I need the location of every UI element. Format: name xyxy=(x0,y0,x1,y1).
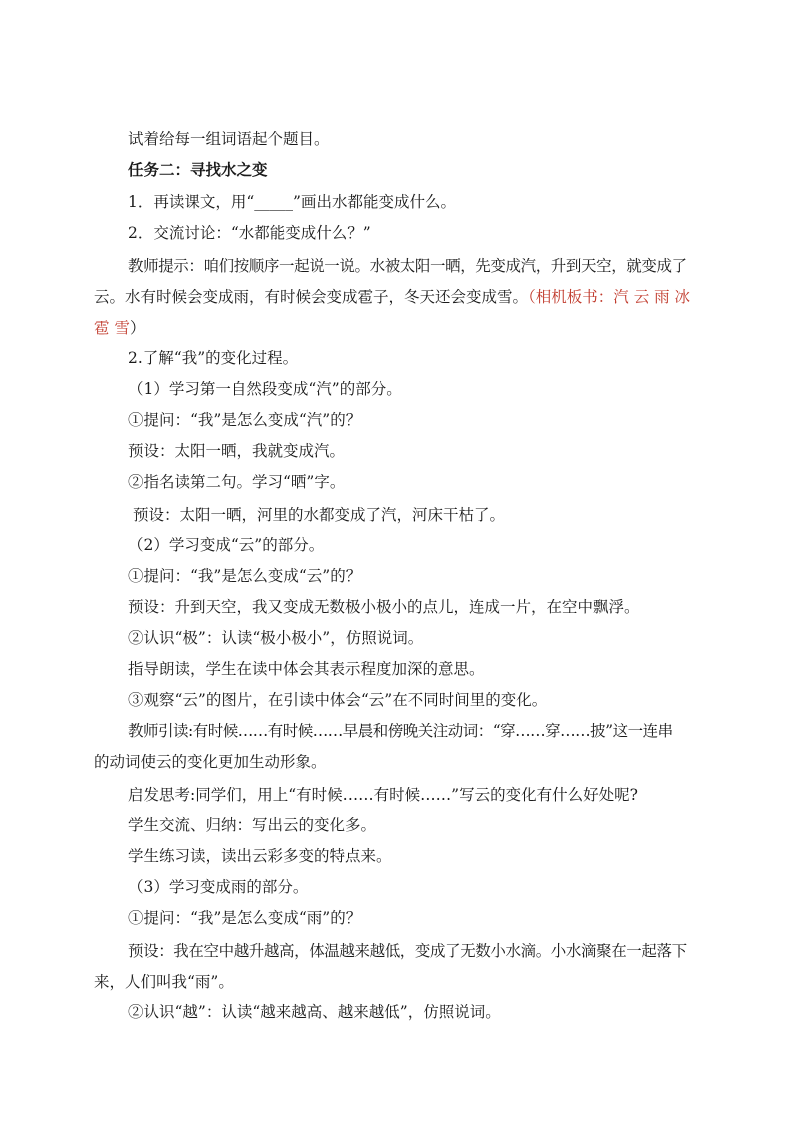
text-line: ①提问：“我”是怎么变成“雨”的？ xyxy=(128,909,362,927)
text-span: ） xyxy=(129,319,146,337)
section-heading: 任务二：寻找水之变 xyxy=(128,160,268,179)
text-line: 学生交流、归纳：写出云的变化多。 xyxy=(128,816,377,834)
text-line: ②认识“越”：认读“越来越高、越来越低”，仿照说词。 xyxy=(128,1003,501,1021)
text-line: ①提问：“我”是怎么变成“云”的？ xyxy=(128,567,362,585)
text-line xyxy=(94,287,690,307)
text-line: 学生练习读，读出云彩多变的特点来。 xyxy=(128,847,392,865)
text-line: ③观察“云”的图片，在引读中体会“云”在不同时间里的变化。 xyxy=(128,691,548,709)
text-line: 教师引读:有时候……有时候……早晨和傍晚关注动词：“穿……穿……披”这一连串 xyxy=(128,722,673,740)
text-line: （3）学习变成雨的部分。 xyxy=(128,878,309,896)
text-line: 2．交流讨论：“水都能变成什么？” xyxy=(128,224,371,242)
text-line: 教师提示：咱们按顺序一起说一说。水被太阳一晒，先变成汽，升到天空，就变成了 xyxy=(128,257,687,275)
board-note: （相机板书：汽 云 雨 冰 xyxy=(528,288,691,306)
text-line: 启发思考:同学们，用上“有时候……有时候……”写云的变化有什么好处呢? xyxy=(128,786,638,804)
text-line xyxy=(94,318,145,338)
text-line: 的动词使云的变化更加生动形象。 xyxy=(94,753,327,771)
text-line: 1．再读课文，用“_____”画出水都能变成什么。 xyxy=(128,193,456,211)
text-line: 预设：升到天空，我又变成无数极小极小的点儿，连成一片，在空中飘浮。 xyxy=(128,598,640,616)
text-line: 预设：太阳一晒，河里的水都变成了汽，河床干枯了。 xyxy=(133,506,506,524)
text-line: 指导朗读，学生在读中体会其表示程度加深的意思。 xyxy=(128,660,485,678)
text-line: 来，人们叫我“雨”。 xyxy=(94,973,234,991)
text-line: 预设：太阳一晒，我就变成汽。 xyxy=(128,442,346,460)
board-note: 雹 雪 xyxy=(94,319,130,337)
text-line: 2.了解“我”的变化过程。 xyxy=(128,349,299,367)
text-line: （2）学习变成“云”的部分。 xyxy=(128,536,325,554)
text-line: （1）学习第一自然段变成“汽”的部分。 xyxy=(128,380,402,398)
text-line: ②认识“极”：认读“极小极小”，仿照说词。 xyxy=(128,629,424,647)
text-line: 预设：我在空中越升越高，体温越来越低，变成了无数小水滴。小水滴聚在一起落下 xyxy=(128,942,687,960)
text-line: ②指名读第二句。学习“晒”字。 xyxy=(128,473,346,491)
text-line: ①提问：“我”是怎么变成“汽”的？ xyxy=(128,411,362,429)
text-span: 云。水有时候会变成雨，有时候会变成雹子，冬天还会变成雪。 xyxy=(94,288,529,306)
text-line: 试着给每一组词语起个题目。 xyxy=(128,130,330,148)
